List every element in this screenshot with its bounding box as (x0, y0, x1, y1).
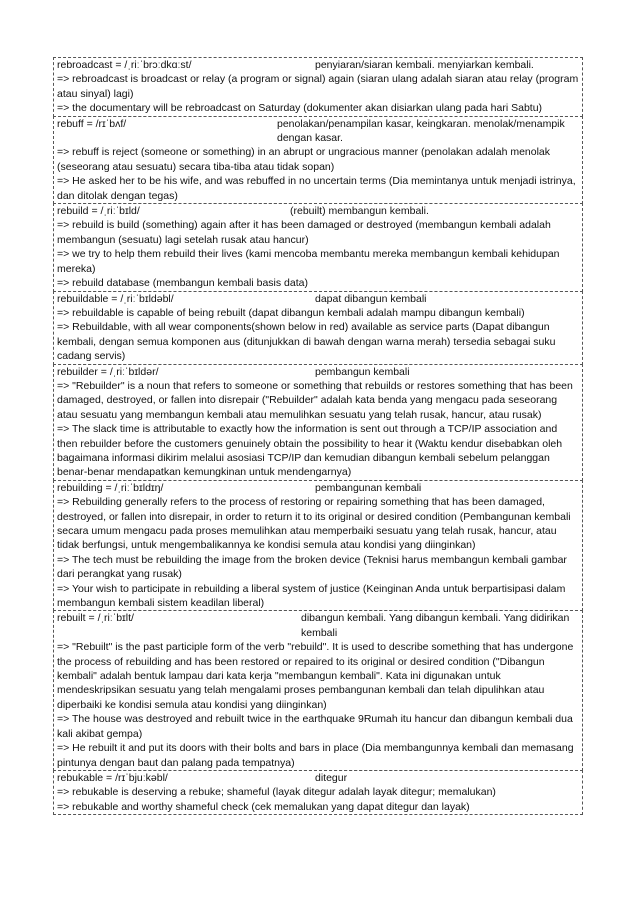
dictionary-entry (53, 57, 583, 117)
entry-term: rebuff = /rɪˈbʌf/ (57, 117, 127, 130)
entry-translation: dibangun kembali. Yang dibangun kembali. Yang didirikan kembali (301, 612, 570, 639)
entry-example-line: => Your wish to participate in rebuilding a liberal system of justice (Keinginan Anda untuk berpartisipasi dalam membangun kembali sistem keadilan liberal) (57, 582, 566, 610)
entry-header (57, 117, 579, 146)
entry-term: rebukable = /rɪˈbjuːkəbl/ (57, 771, 168, 784)
entry-term: rebroadcast = /ˌriːˈbrɔːdkɑːst/ (57, 59, 192, 71)
entry-translation: dapat dibangun kembali (315, 292, 427, 305)
dictionary-entry (53, 203, 583, 291)
entry-header (57, 204, 579, 218)
entry-header (57, 771, 579, 785)
entry-example-line: => rebukable is deserving a rebuke; shameful (layak ditegur adalah layak ditegur; memalukan) (57, 786, 496, 799)
entry-translation: pembangun kembali (315, 365, 410, 378)
dictionary-entry (53, 364, 583, 481)
entry-header (57, 611, 579, 640)
entry-example-line: => we try to help them rebuild their lives (kami mencoba membantu mereka membangun kembali kehidupan mereka) (57, 248, 560, 275)
entry-example-line: => The house was destroyed and rebuilt twice in the earthquake 9Rumah itu hancur dan dibangun kembali dua kali akibat gempa) (57, 713, 573, 740)
entry-header (57, 481, 579, 495)
entry-term: rebuilding = /ˌriːˈbɪldɪŋ/ (57, 481, 164, 494)
entry-header (57, 58, 579, 72)
dictionary-entry (53, 610, 583, 770)
entry-term: rebuild = /ˌriːˈbɪld/ (57, 205, 140, 218)
entry-translation: penyiaran/siaran kembali. menyiarkan kembali. (315, 59, 534, 71)
entry-example-line: => Rebuildable, with all wear components(shown below in red) available as service parts (Dapat dibangun kembali, dengan semua komponen aus (ditunjukkan di bawah dengan warna merah) tersedia sebagai suku cadang servis) (57, 321, 556, 363)
entry-example-line: => rebukable and worthy shameful check (cek memalukan yang dapat ditegur dan layak) (57, 800, 470, 813)
entry-example-line: => rebuff is reject (someone or something) in an abrupt or ungracious manner (penolakan adalah menolak (seseorang atau sesuatu) secara tiba-tiba atau tidak sopan) (57, 146, 551, 173)
entry-example-line: => He rebuilt it and put its doors with their bolts and bars in place (Dia membangunnya kembali dan memasang pintunya dengan baut dan palang pada tempatnya) (57, 742, 574, 769)
entry-translation: (rebuilt) membangun kembali. (290, 205, 429, 218)
entry-example-line: => "Rebuilt" is the past participle form of the verb "rebuild". It is used to describe something that has undergone the process of rebuilding and has been restored or repaired to its original or desired condition ("Dibangun kembali" adalah bentuk lampau dari kata kerja "membangun kembali". Kata ini digunakan untuk mendeskripsikan sesuatu yang telah mengalami proses pembangunan kembali dan telah dipulihkan atau diperbaiki ke kondisi semula atau kondisi yang diinginkan) (57, 641, 574, 711)
entry-example-line: => rebuildable is capable of being rebuilt (dapat dibangun kembali adalah mampu dibangun kembali) (57, 306, 525, 319)
entry-example-line: => The tech must be rebuilding the image from the broken device (Teknisi harus membangun kembali gambar dari perangkat yang rusak) (57, 553, 567, 581)
entry-example-line: => Rebuilding generally refers to the process of restoring or repairing something that has been damaged, destroyed, or fallen into disrepair, in order to return it to its original or desired condition (Pembangunan kembali secara umum mengacu pada proses memulihkan atau memperbaiki sesuatu yang telah rusak, hancur, atau tidak berfungsi, untuk mengembalikannya ke kondisi semula atau kondisi yang diinginkan) (57, 496, 571, 552)
entry-term: rebuilder = /ˌriːˈbɪldər/ (57, 365, 159, 378)
dictionary-entry (53, 770, 583, 815)
entry-example-line: => rebroadcast is broadcast or relay (a program or signal) again (siaran ulang adalah siaran atau relay (program atau sinyal) lagi) (57, 73, 579, 100)
entry-term: rebuilt = /ˌriːˈbɪlt/ (57, 612, 134, 625)
dictionary-entry (53, 291, 583, 365)
entry-header (57, 292, 579, 306)
entry-example-line: => The slack time is attributable to exactly how the information is sent out through a TCP/IP association and then rebuilder before the customers genuinely obtain the possibility to hear it (Waktu kendur disebabkan oleh bagaimana informasi dikirim melalui asosiasi TCP/IP dan kemudian dibangun kembali sebelum pelanggan benar-benar mendapatkan kemungkinan untuk mendengarnya) (57, 423, 563, 479)
entry-translation: pembangunan kembali (315, 481, 422, 494)
entry-example-line: => He asked her to be his wife, and was rebuffed in no uncertain terms (Dia memintanya untuk menjadi istrinya, dan ditolak dengan tegas) (57, 175, 576, 202)
dictionary-entry (53, 116, 583, 204)
entry-term: rebuildable = /ˌriːˈbɪldəbl/ (57, 292, 174, 305)
dictionary-entry (53, 480, 583, 612)
document-page (53, 58, 583, 815)
entry-header (57, 365, 579, 379)
entry-example-line: => the documentary will be rebroadcast on Saturday (dokumenter akan disiarkan ulang pada hari Sabtu) (57, 102, 543, 115)
entry-translation: penolakan/penampilan kasar, keingkaran. menolak/menampik dengan kasar. (277, 117, 565, 145)
entry-example-line: => rebuild database (membangun kembali basis data) (57, 277, 308, 290)
entry-example-line: => "Rebuilder" is a noun that refers to someone or something that rebuilds or restores something that has been damaged, destroyed, or fallen into disrepair ("Rebuilder" adalah kata benda yang mengacu pada seseorang atau sesuatu yang membangun kembali atau memulihkan sesuatu yang telah rusak, hancur, atau rusak) (57, 379, 573, 421)
entry-example-line: => rebuild is build (something) again after it has been damaged or destroyed (membangun kembali adalah membangun (sesuatu) lagi setelah rusak atau hancur) (57, 219, 551, 246)
entry-translation: ditegur (315, 771, 348, 784)
